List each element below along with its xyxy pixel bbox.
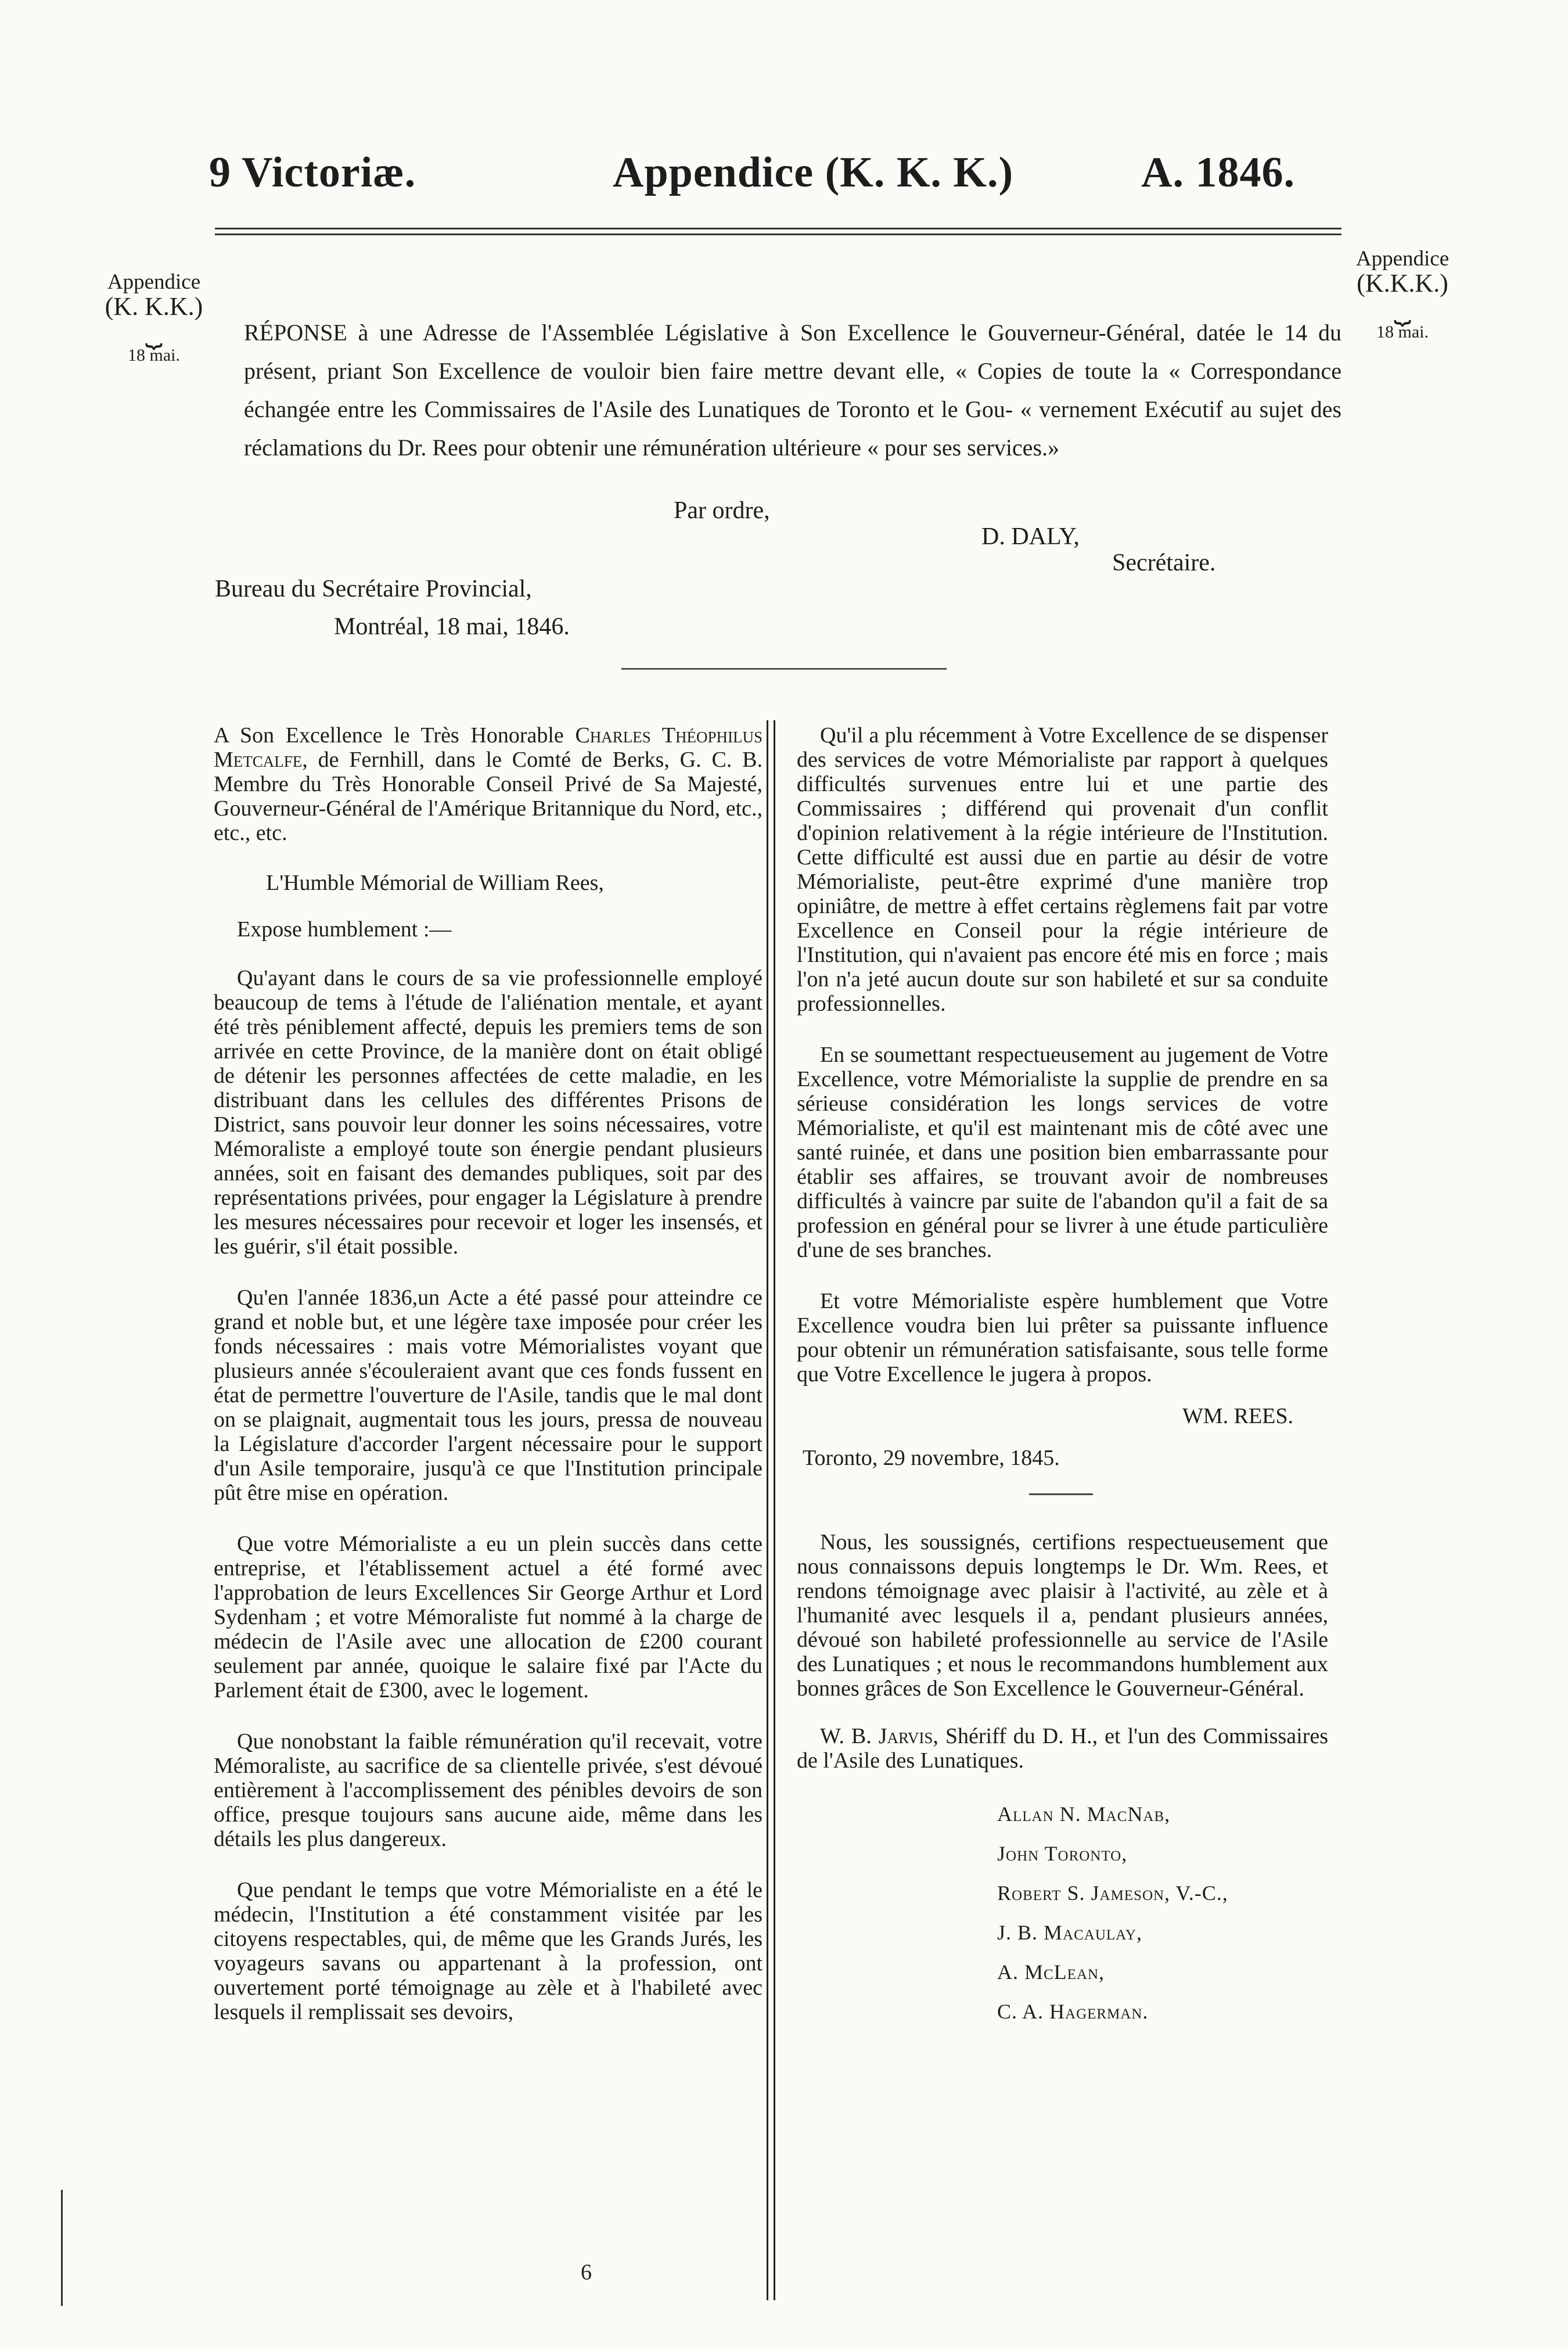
signatory-name: J. B. Macaulay, [997, 1921, 1142, 1944]
jarvis-rest: , Shériff du D. H., et l'un des Commissaires de l'Asile des Lunatiques. [797, 1724, 1328, 1773]
signatory-name: Allan N. MacNab, [997, 1802, 1171, 1826]
margin-date: 18 mai. [1376, 322, 1429, 342]
office-date: Montréal, 18 mai, 1846. [334, 613, 570, 640]
margin-code: (K. K.K.) [105, 292, 203, 321]
memorial-paragraph-4: Que nonobstant la faible rémunération qu'il recevait, votre Mémoraliste, au sacrifice de sa clientelle privée, s'est dévoué entièrement à l'accomplissement des pénibles devoirs de son office, presque toujours sans aucune aide, même dans les détails les plus dangereux. [214, 1729, 763, 1851]
margin-label: Appendice [107, 270, 201, 294]
address-name: Charles Théophilus Metcalfe [214, 723, 763, 772]
memorial-paragraph-3: Que votre Mémorialiste a eu un plein succès dans cette entreprise, et l'établissement actuel a été formé avec l'approbation de leurs Excellences Sir George Arthur et Lord Sydenham ; et votre Mémoraliste fut nommé à la charge de médecin de l'Asile avec une allocation de £200 courant seulement par année, quoique le salaire fixé par l'Acte du Parlement était de £300, avec le logement. [214, 1532, 763, 1703]
header-rule-bottom [215, 234, 1342, 235]
signatory-name: Robert S. Jameson, V.-C., [997, 1881, 1228, 1905]
memorial-paragraph-8: Et votre Mémorialiste espère humblement que Votre Excellence voudra bien lui prêter sa puissante influence pour obtenir un rémunération satisfaisante, sous telle forme que Votre Excellence le jugera à propos. [797, 1289, 1328, 1387]
brace-icon: ⏟ [145, 315, 163, 347]
address-rest: , de Fernhill, dans le Comté de Berks, G. C. B. Membre du Très Honorable Conseil Privé de Sa Majesté, Gouverneur-Général de l'Amérique Britannique du Nord, etc., etc., etc. [214, 748, 763, 845]
address-block [214, 723, 763, 845]
certificate-paragraph [797, 1530, 1328, 1701]
margin-note-right [1336, 247, 1469, 344]
memorial-paragraph-7: En se soumettant respectueusement au jugement de Votre Excellence, votre Mémorialiste la supplie de prendre en sa sérieuse considération les longs services de votre Mémorialiste, et qu'il est maintenant mis de côté avec une santé ruinée, et dans une position bien embarrassante pour établir ses affaires, se trouvant avoir de nombreuses difficultés à vaincre par suite de l'abandon qu'il a fait de sa profession en général pour se livrer à une étude particulière d'une de ses branches. [797, 1043, 1328, 1262]
memorial-paragraph-2: Qu'en l'année 1836,un Acte a été passé pour atteindre ce grand et noble but, et une légère taxe imposée pour créer les fonds nécessaires : mais votre Mémorialistes voyant que plusieurs année s'écouleraient avant que ces fonds fussent en état de permettre l'ouverture de l'Asile, tandis que le mal dont on se plaignait, augmentait tous les jours, pressa de nouveau la Législature d'accorder l'argent nécessaire pour le support d'un Asile temporaire, jusqu'à ce que l'Institution principale pût être mise en opération. [214, 1285, 763, 1505]
address-start: A Son Excellence le Très Honorable [214, 723, 564, 748]
signatory-name: C. A. Hagerman. [997, 2000, 1149, 2023]
signatories-list [797, 1802, 1328, 2024]
certificate-text: Nous, les soussignés, certifions respectueusement que nous connaissons depuis longtemps le Dr. Wm. Rees, et rendons témoignage avec plaisir à l'activité, au zèle et à l'humanité avec lesquels il a, pendant plusieurs années, dévoué son habileté professionnelle au service de l'Asile des Lunatiques ; et nous le recommandons humblement aux bonnes grâces de Son Excellence le Gouverneur-Général. [797, 1530, 1328, 1701]
section-divider [621, 668, 947, 670]
signature-divider [1029, 1493, 1093, 1495]
margin-code: (K.K.K.) [1357, 269, 1448, 297]
column-rule-1 [767, 720, 768, 2300]
page-number: 6 [581, 2260, 592, 2285]
signatory-name: A. McLean, [997, 1960, 1105, 1984]
par-ordre: Par ordre, [674, 497, 770, 524]
margin-date: 18 mai. [128, 346, 180, 365]
memorial-paragraph-5: Que pendant le temps que votre Mémorialiste en a été le médecin, l'Institution a été constamment visitée par les citoyens respectables, qui, de même que les Grands Jurés, les voyageurs savans ou appartenant à la profession, ont ouvertement porté témoignage au zèle et à l'habileté avec lesquels il remplissait ses devoirs, [214, 1878, 763, 2024]
header-appendix: Appendice (K. K. K.) [613, 149, 1014, 196]
right-column [797, 723, 1328, 2024]
signer-title: Secrétaire. [1112, 549, 1216, 576]
signer-name: D. DALY, [981, 523, 1080, 550]
left-column [214, 723, 763, 2024]
expose-line: Expose humblement :— [237, 917, 452, 942]
header-rule-top [215, 228, 1342, 229]
memorial-signature: WM. REES. [1182, 1404, 1293, 1428]
signatory-name: John Toronto, [997, 1842, 1128, 1865]
margin-label: Appendice [1355, 247, 1450, 271]
header-session: 9 Victoriæ. [209, 149, 416, 196]
margin-note-left [87, 270, 221, 368]
intro-paragraph: RÉPONSE à une Adresse de l'Assemblée Législative à Son Excellence le Gouverneur-Général, datée le 14 du présent, priant Son Excellence de vouloir bien faire mettre devant elle, « Copies de toute la « Correspondance échangée entre les Commissaires de l'Asile des Lunatiques de Toronto et le Gou- « vernement Exécutif au sujet des réclamations du Dr. Rees pour obtenir une rémunération ultérieure « pour ses services.» [244, 319, 1342, 461]
jarvis-name: W. B. Jarvis [820, 1724, 933, 1748]
header-year: A. 1846. [1141, 149, 1295, 196]
memorial-place-date: Toronto, 29 novembre, 1845. [803, 1446, 1060, 1470]
brace-icon: ⏟ [1394, 292, 1411, 324]
memorial-title: L'Humble Mémorial de William Rees, [266, 871, 604, 895]
page-edge-mark [61, 2190, 63, 2306]
column-rule-2 [774, 720, 775, 2300]
memorial-paragraph-1: Qu'ayant dans le cours de sa vie professionnelle employé beaucoup de tems à l'étude de l'aliénation mentale, et ayant été très péniblement affecté, depuis les premiers tems de son arrivée en cette Province, de la manière dont on était obligé de détenir les personnes affectées de cette maladie, en les distribuant dans les cellules des différentes Prisons de District, sans pouvoir leur donner les soins nécessaires, votre Mémoraliste a employé toute son énergie pendant plusieurs années, soit en faisant des demandes publiques, soit par des représentations privées, pour engager la Législature à prendre les mesures nécessaires pour recevoir et loger les insensés, et les guérir, s'il était possible. [214, 966, 763, 1259]
jarvis-line [797, 1724, 1328, 1773]
office-name: Bureau du Secrétaire Provincial, [215, 576, 532, 602]
memorial-paragraph-6: Qu'il a plu récemment à Votre Excellence de se dispenser des services de votre Mémorialiste par rapport à quelques difficultés survenues entre lui et une partie des Commissaires ; différend qui provenait d'un conflit d'opinion relativement à la régie intérieure de l'Institution. Cette difficulté est aussi due en partie au désir de votre Mémorialiste, peut-être exprimé d'une manière trop opiniâtre, de mettre à effet certains règlemens fait par votre Excellence en Conseil pour la régie intérieure de l'Institution, qui n'avaient pas encore été mis en force ; mais l'on n'a jeté aucun doute sur son habileté et sur sa conduite professionnelles. [797, 723, 1328, 1016]
